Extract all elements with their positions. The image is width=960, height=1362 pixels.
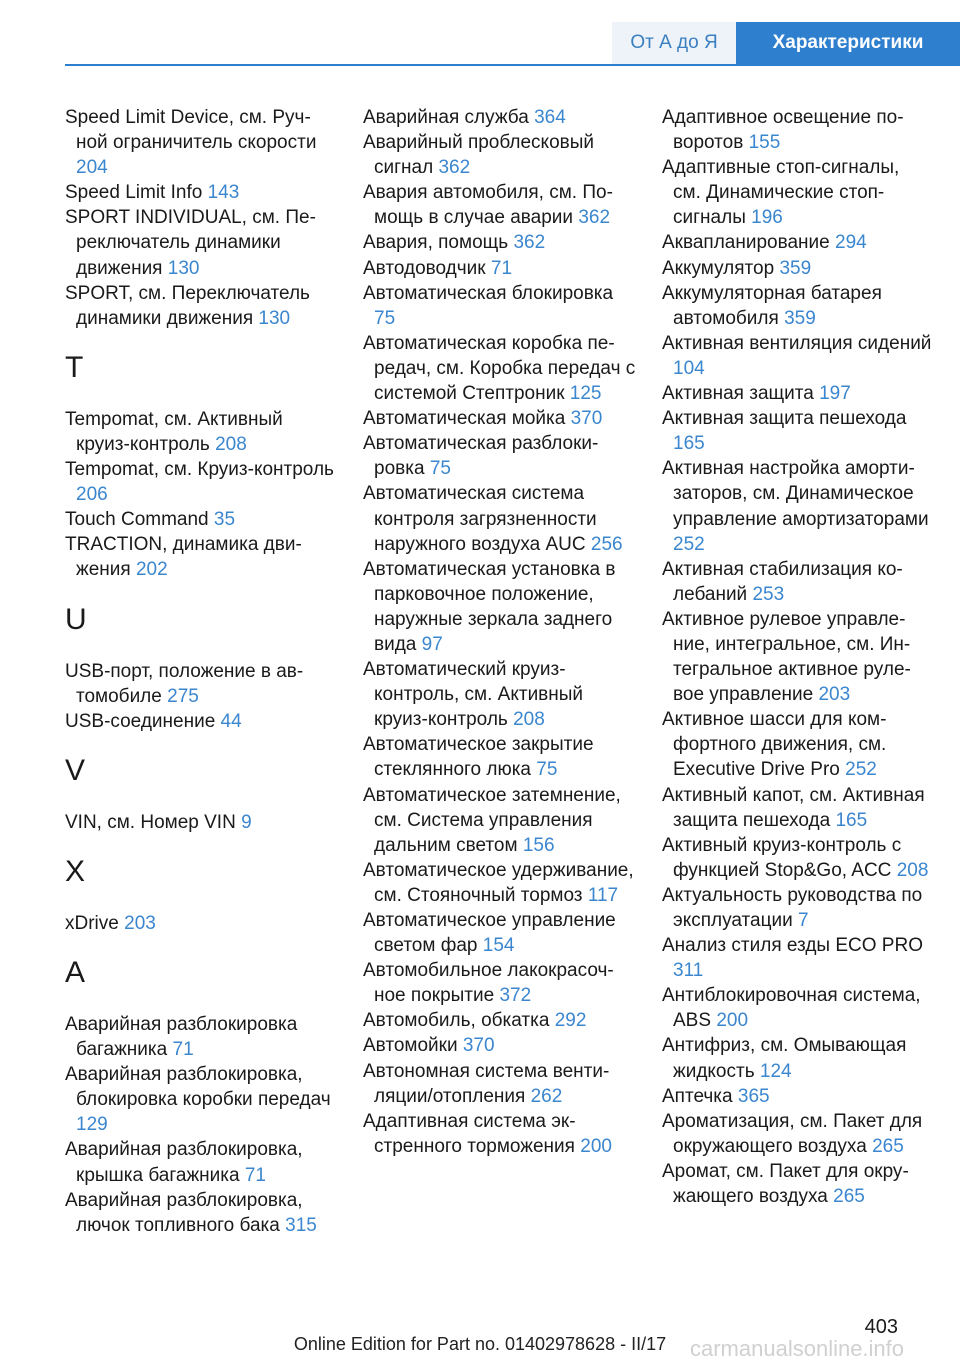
entry-page-link[interactable]: 71 bbox=[490, 257, 513, 279]
index-entry bbox=[65, 1062, 335, 1137]
index-entry bbox=[662, 105, 932, 155]
entry-term: Адаптивная система экстренного торможения bbox=[363, 1110, 576, 1157]
index-entry bbox=[363, 431, 638, 481]
entry-page-link[interactable]: 117 bbox=[587, 884, 619, 906]
entry-term: Адаптивные стоп-сигналы, см. Динамические стоп-сигналы bbox=[662, 157, 900, 229]
entry-page-link[interactable]: 75 bbox=[374, 307, 396, 329]
entry-term: Активный капот, см. Активная защита пешехода bbox=[662, 784, 925, 831]
index-entry bbox=[363, 180, 638, 230]
index-entry bbox=[363, 406, 638, 431]
index-entry bbox=[65, 810, 335, 835]
entry-page-link[interactable]: 202 bbox=[135, 559, 168, 581]
entry-term: USB-соединение bbox=[65, 710, 216, 732]
index-letter-heading: V bbox=[65, 753, 86, 787]
entry-page-link[interactable]: 208 bbox=[215, 433, 247, 455]
index-entry bbox=[662, 256, 932, 281]
entry-term: Автономная система вентиляции/отопления bbox=[363, 1060, 610, 1107]
entry-page-link[interactable]: 143 bbox=[207, 182, 240, 204]
index-entry bbox=[662, 1084, 932, 1109]
index-entry bbox=[662, 230, 932, 255]
index-entry bbox=[65, 205, 335, 280]
index-entry bbox=[363, 958, 638, 1008]
entry-term: Анализ стиля езды ECO PRO bbox=[662, 935, 923, 957]
entry-term: VIN, см. Номер VIN bbox=[65, 811, 236, 833]
entry-term: Автодоводчик bbox=[363, 257, 486, 279]
index-entry bbox=[65, 709, 335, 734]
entry-page-link[interactable]: 125 bbox=[569, 383, 602, 405]
index-entry bbox=[363, 732, 638, 782]
index-entry bbox=[662, 883, 932, 933]
index-entry bbox=[65, 407, 335, 457]
index-entry bbox=[65, 507, 335, 532]
index-letter-heading: X bbox=[65, 854, 86, 888]
index-entry bbox=[662, 933, 932, 983]
entry-term: Автомобильное лакокрасочное покрытие bbox=[363, 960, 614, 1007]
entry-term: Антифриз, см. Омывающая жидкость bbox=[662, 1035, 907, 1082]
entry-page-link[interactable]: 362 bbox=[578, 207, 611, 229]
entry-page-link[interactable]: 364 bbox=[534, 107, 566, 128]
index-entry bbox=[363, 105, 638, 130]
index-entry bbox=[662, 607, 932, 707]
index-entry bbox=[65, 105, 335, 180]
entry-page-link[interactable]: 253 bbox=[752, 583, 785, 605]
index-entry bbox=[65, 180, 335, 205]
entry-page-link[interactable]: 165 bbox=[673, 433, 705, 455]
entry-term: Автоматическое закрытие стеклянного люка bbox=[363, 734, 594, 781]
index-entry bbox=[662, 381, 932, 406]
index-column-2 bbox=[363, 105, 638, 1159]
index-entry bbox=[363, 1059, 638, 1109]
entry-term: Автоматическая коробка передач, см. Коробка передач с системой Стептроник bbox=[363, 332, 636, 405]
index-entry bbox=[363, 858, 638, 908]
entry-term: Tempomat, см. Активный круиз-контроль bbox=[65, 408, 283, 455]
entry-term: Адаптивное освещение поворотов bbox=[662, 107, 904, 154]
entry-page-link[interactable]: 44 bbox=[220, 710, 242, 732]
entry-term: TRACTION, динамика движения bbox=[65, 534, 302, 581]
entry-term: Аккумуляторная батарея автомобиля bbox=[662, 282, 882, 329]
index-entry bbox=[662, 707, 932, 782]
page-header bbox=[0, 22, 960, 64]
entry-page-link[interactable]: 130 bbox=[167, 257, 200, 279]
entry-page-link[interactable]: 275 bbox=[167, 685, 199, 707]
entry-page-link[interactable]: 104 bbox=[673, 357, 705, 379]
index-entry bbox=[363, 331, 638, 406]
index-entry bbox=[662, 1159, 932, 1209]
entry-page-link[interactable]: 292 bbox=[554, 1010, 587, 1032]
entry-term: Автоматическая мойка bbox=[363, 408, 566, 430]
entry-page-link[interactable]: 71 bbox=[244, 1164, 266, 1186]
index-entry bbox=[65, 281, 335, 331]
index-entry bbox=[363, 1008, 638, 1033]
entry-page-link[interactable]: 197 bbox=[819, 383, 851, 405]
footer-edition: Online Edition for Part no. 01402978628 - II/17 bbox=[293, 1334, 667, 1354]
index-entry bbox=[363, 1109, 638, 1159]
index-entry bbox=[65, 532, 335, 582]
index-entry bbox=[662, 406, 932, 456]
entry-term: Активная настройка амортизаторов, см. Динамическое управление амортизаторами bbox=[662, 458, 929, 530]
index-entry bbox=[662, 557, 932, 607]
index-entry bbox=[662, 1109, 932, 1159]
entry-page-link[interactable]: 359 bbox=[784, 307, 816, 329]
index-entry bbox=[662, 783, 932, 833]
index-entry bbox=[65, 659, 335, 709]
entry-term: Активная вентиляция сидений bbox=[662, 332, 932, 354]
entry-term: Активное рулевое управление, интегральное, см. Интегральное активное рулевое управление bbox=[662, 608, 911, 706]
index-letter-heading: T bbox=[65, 350, 84, 384]
entry-term: Автоматическая блокировка bbox=[363, 282, 614, 304]
entry-page-link[interactable]: 97 bbox=[421, 633, 443, 655]
entry-term: Автоматическая система контроля загрязненности наружного воздуха AUC bbox=[363, 483, 597, 555]
index-entry bbox=[363, 1033, 638, 1058]
entry-term: Автомобиль, обкатка bbox=[363, 1010, 550, 1032]
entry-page-link[interactable]: 252 bbox=[845, 759, 877, 781]
entry-page-link[interactable]: 200 bbox=[580, 1135, 612, 1157]
entry-term: Активная стабилизация колебаний bbox=[662, 558, 903, 605]
entry-term: Аварийный проблесковый сигнал bbox=[363, 132, 595, 179]
entry-page-link[interactable]: 165 bbox=[835, 809, 868, 831]
entry-term: Авария автомобиля, см. Помощь в случае аварии bbox=[363, 182, 613, 229]
entry-page-link[interactable]: 256 bbox=[590, 533, 623, 555]
entry-page-link[interactable]: 124 bbox=[759, 1060, 792, 1082]
index-entry bbox=[662, 833, 932, 883]
entry-page-link[interactable]: 294 bbox=[835, 232, 867, 254]
entry-term: Аптечка bbox=[662, 1085, 733, 1107]
entry-page-link[interactable]: 203 bbox=[818, 684, 851, 706]
index-entry bbox=[65, 1137, 335, 1187]
index-entry bbox=[662, 281, 932, 331]
entry-page-link[interactable]: 365 bbox=[737, 1085, 770, 1107]
entry-page-link[interactable]: 9 bbox=[241, 811, 252, 833]
entry-page-link[interactable]: 75 bbox=[429, 458, 451, 480]
entry-term: Аварийная разблокировка, крышка багажника bbox=[65, 1139, 303, 1186]
entry-term: Активное шасси для комфортного движения, см. Executive Drive Pro bbox=[662, 709, 887, 781]
entry-page-link[interactable]: 75 bbox=[536, 759, 558, 781]
index-entry bbox=[662, 155, 932, 230]
entry-page-link[interactable]: 252 bbox=[673, 533, 705, 555]
entry-page-link[interactable]: 71 bbox=[172, 1039, 194, 1061]
index-entry bbox=[363, 481, 638, 556]
entry-page-link[interactable]: 370 bbox=[570, 408, 603, 430]
entry-page-link[interactable]: 203 bbox=[124, 912, 156, 934]
entry-page-link[interactable]: 265 bbox=[872, 1135, 904, 1157]
entry-term: Автоматический круиз-контроль, см. Активный круиз-контроль bbox=[363, 659, 584, 731]
entry-term: Аварийная служба bbox=[363, 107, 529, 128]
index-entry bbox=[363, 230, 638, 255]
section-tab-a-z[interactable]: От А до Я bbox=[612, 22, 736, 64]
index-entry bbox=[662, 456, 932, 556]
entry-term: SPORT, см. Переключатель динамики движения bbox=[65, 282, 310, 329]
entry-page-link[interactable]: 130 bbox=[258, 307, 291, 329]
entry-term: Ароматизация, см. Пакет для окружающего воздуха bbox=[662, 1110, 923, 1157]
entry-term: Автомойки bbox=[363, 1035, 458, 1057]
index-letter-heading: U bbox=[65, 602, 87, 636]
watermark: carmanualsonline.info bbox=[690, 1336, 905, 1361]
entry-page-link[interactable]: 156 bbox=[522, 834, 555, 856]
entry-term: Tempomat, см. Круиз-контроль bbox=[65, 459, 334, 481]
entry-page-link[interactable]: 315 bbox=[285, 1214, 317, 1236]
entry-term: Аквапланирование bbox=[662, 232, 830, 254]
entry-page-link[interactable]: 265 bbox=[833, 1186, 865, 1208]
entry-term: Аварийная разблокировка багажника bbox=[65, 1013, 298, 1061]
entry-page-link[interactable]: 204 bbox=[76, 157, 108, 179]
entry-term: Touch Command bbox=[65, 509, 209, 531]
index-entry bbox=[65, 1012, 335, 1062]
entry-term: Актуальность руководства по эксплуатации bbox=[662, 884, 923, 931]
entry-term: Активный круиз-контроль с функцией Stop&Go, ACC bbox=[662, 834, 902, 881]
entry-term: Активная защита bbox=[662, 383, 814, 405]
entry-page-link[interactable]: 206 bbox=[76, 484, 108, 506]
entry-page-link[interactable]: 155 bbox=[748, 132, 781, 154]
entry-term: Автоматическая разблокировка bbox=[363, 433, 599, 480]
index-entry bbox=[363, 130, 638, 180]
entry-page-link[interactable]: 200 bbox=[716, 1010, 749, 1032]
entry-term: Авария, помощь bbox=[363, 232, 509, 254]
index-letter-heading: А bbox=[65, 955, 86, 989]
index-entry bbox=[662, 983, 932, 1033]
entry-term: Автоматическое управление светом фар bbox=[363, 910, 616, 957]
entry-page-link[interactable]: 208 bbox=[896, 859, 929, 881]
entry-page-link[interactable]: 362 bbox=[513, 232, 546, 254]
entry-term: Аромат, см. Пакет для окружающего воздуха bbox=[662, 1160, 909, 1208]
entry-term: xDrive bbox=[65, 912, 119, 934]
entry-term: Аккумулятор bbox=[662, 257, 775, 279]
index-column-3 bbox=[662, 105, 932, 1209]
index-entry bbox=[662, 331, 932, 381]
entry-term: Speed Limit Device, см. Ручной ограничитель скорости bbox=[65, 107, 317, 154]
index-entry bbox=[662, 1033, 932, 1083]
entry-term: Активная защита пешехода bbox=[662, 408, 907, 430]
entry-page-link[interactable]: 311 bbox=[673, 960, 704, 982]
index-entry bbox=[363, 256, 638, 281]
entry-page-link[interactable]: 7 bbox=[797, 910, 809, 931]
entry-term: Антиблокировочная система, ABS bbox=[662, 985, 921, 1032]
index-entry bbox=[363, 281, 638, 331]
entry-term: Аварийная разблокировка, лючок топливного бака bbox=[65, 1189, 303, 1236]
entry-page-link[interactable]: 208 bbox=[513, 709, 545, 731]
index-entry bbox=[363, 657, 638, 732]
entry-page-link[interactable]: 362 bbox=[438, 157, 471, 179]
index-entry bbox=[65, 457, 335, 507]
entry-page-link[interactable]: 262 bbox=[530, 1085, 563, 1107]
index-entry bbox=[65, 1188, 335, 1238]
entry-term: USB-порт, положение в автомобиле bbox=[65, 660, 304, 707]
index-entry bbox=[363, 783, 638, 858]
entry-page-link[interactable]: 35 bbox=[213, 509, 236, 531]
page-number: 403 bbox=[864, 1316, 898, 1338]
index-column-1 bbox=[65, 105, 335, 1238]
header-rule bbox=[65, 64, 960, 66]
index-entry bbox=[363, 908, 638, 958]
entry-term: Аварийная разблокировка, блокировка коробки передач bbox=[65, 1064, 331, 1111]
section-tab-characteristics[interactable]: Характеристики bbox=[736, 22, 960, 64]
entry-page-link[interactable]: 196 bbox=[751, 207, 783, 229]
entry-term: Автоматическая установка в парковочное положение, наружные зеркала заднего вида bbox=[363, 558, 616, 655]
entry-term: SPORT INDIVIDUAL, см. Переключатель динамики движения bbox=[65, 207, 316, 279]
entry-page-link[interactable]: 370 bbox=[462, 1035, 495, 1057]
entry-term: Speed Limit Info bbox=[65, 182, 203, 204]
entry-page-link[interactable]: 359 bbox=[779, 257, 812, 279]
entry-page-link[interactable]: 154 bbox=[482, 935, 515, 957]
entry-term: Автоматическое удерживание, см. Стояночный тормоз bbox=[363, 859, 634, 906]
entry-term: Автоматическое затемнение, см. Система управления дальним светом bbox=[363, 784, 621, 856]
entry-page-link[interactable]: 372 bbox=[499, 985, 532, 1007]
index-entry bbox=[65, 911, 335, 936]
index-entry bbox=[363, 557, 638, 657]
entry-page-link[interactable]: 129 bbox=[76, 1114, 108, 1136]
